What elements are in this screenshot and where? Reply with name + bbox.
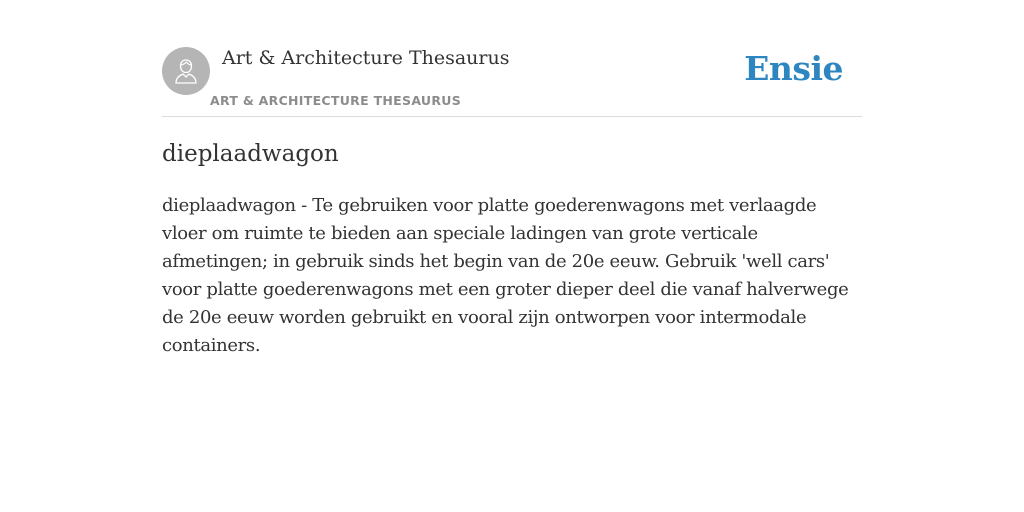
entry-term: dieplaadwagon	[162, 141, 339, 167]
source-avatar[interactable]	[162, 47, 210, 95]
source-subtitle[interactable]: ART & ARCHITECTURE THESAURUS	[210, 93, 462, 108]
entry-definition: dieplaadwagon - Te gebruiken voor platte goederenwagons met verlaagde vloer om ruimte te bieden aan speciale ladingen van grote verticale afmetingen; in gebruik sinds het begin van de 20e eeuw. Gebruik 'well cars' voor platte goederenwagons met een groter dieper deel die vanaf halverwege de 20e eeuw worden gebruikt en vooral zijn ontworpen voor intermodale containers.	[162, 195, 849, 356]
brand-logo[interactable]: Ensie	[744, 49, 843, 88]
source-title[interactable]: Art & Architecture Thesaurus	[222, 47, 510, 69]
user-icon	[171, 56, 201, 86]
header	[162, 0, 862, 117]
